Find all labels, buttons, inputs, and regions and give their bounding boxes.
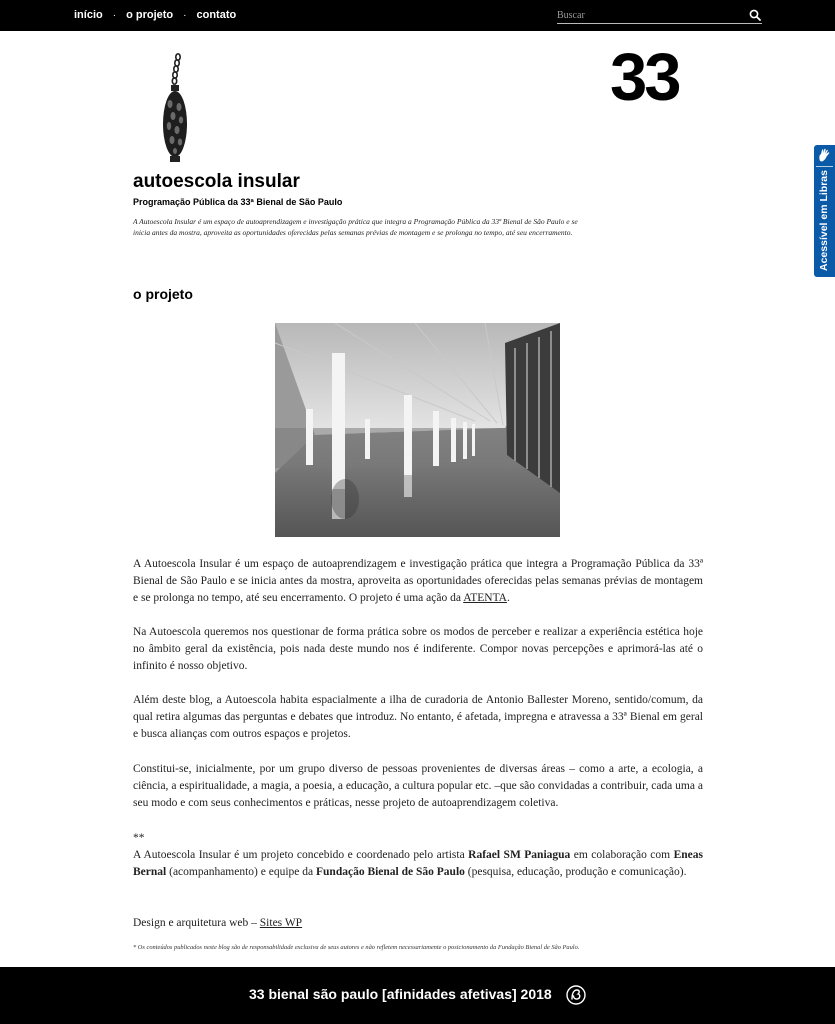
site-description: A Autoescola Insular é um espaço de autoaprendizagem e investigação prática que integra a Programação Pública da 33ª Bienal de São Paulo e se inicia antes da mostra, aproveita as oportunidades oferecidas pelas semanas prévias de montagem e se prolonga no tempo, até seu encerramento. — [133, 217, 578, 237]
page-title: o projeto — [133, 286, 193, 302]
top-bar — [0, 0, 835, 31]
atenta-link[interactable]: ATENTA — [463, 591, 507, 604]
credit-fundacao: Fundação Bienal de São Paulo — [316, 865, 465, 878]
credits-text: (acompanhamento) e equipe da — [166, 865, 316, 878]
edition-number: 33 — [610, 40, 679, 115]
paragraph-blog: Além deste blog, a Autoescola habita espacialmente a ilha de curadoria de Antonio Ballester Moreno, sentido/comum, da qual retira algumas das perguntas e debates que introduz. No entanto, é afetada, impregna e atravessa a 33ª Bienal em geral e busca alianças com outros espaços e projetos. — [133, 694, 703, 740]
sign-language-hand-icon — [817, 148, 832, 163]
search-box — [557, 8, 762, 24]
credit-rafael: Rafael SM Paniagua — [468, 849, 571, 861]
credits-text: (pesquisa, educação, produção e comunicação). — [464, 865, 687, 878]
bienal-logo-icon[interactable] — [566, 985, 586, 1005]
paragraph-group: Constitui-se, inicialmente, por um grupo diverso de pessoas provenientes de diversas áreas – como a arte, a ecologia, a ciência, a espiritualidade, a magia, a poesia, a educação, a cultura popular etc. –que são convidadas a contribuir, cada uma a seu modo e com seus conhecimentos e práticas, nesse projeto de autoaprendizagem coletiva. — [133, 763, 703, 809]
credits-text: A Autoescola Insular é um projeto concebido e coordenado pelo artista — [133, 849, 469, 861]
nav-item-inicio[interactable]: início — [74, 9, 103, 21]
pavilion-photo — [275, 323, 560, 537]
paragraph-credits — [133, 847, 703, 881]
paragraph-intro-text: A Autoescola Insular é um espaço de autoaprendizagem e investigação prática que integra a Programação Pública da 33ª Bienal de São Paulo e se inicia antes da mostra, aproveita as oportunidades oferecidas pelas semanas prévias de montagem e se prolonga no tempo, até seu encerramento. O projeto é uma ação da — [133, 558, 703, 604]
libras-label: Acessível em Libras — [818, 170, 830, 271]
paragraph-intro — [133, 556, 703, 606]
nav-item-contato[interactable]: contato — [196, 9, 237, 21]
footer — [0, 967, 835, 1024]
main-nav — [74, 9, 236, 21]
separator-stars: ** — [133, 832, 145, 844]
search-input[interactable] — [557, 8, 737, 22]
hanging-lantern-image — [157, 52, 193, 164]
credit-eneas: Eneas Bernal — [133, 849, 703, 878]
nav-separator: · — [112, 9, 117, 21]
nav-separator: · — [183, 9, 187, 21]
disclaimer-footnote: * Os conteúdos publicados neste blog são de responsabilidade exclusiva de seus autores e não refletem necessariamente o posicionamento da Fundação Bienal de São Paulo. — [133, 944, 580, 951]
nav-item-o-projeto[interactable]: o projeto — [126, 9, 174, 21]
paragraph-intro-end: . — [506, 591, 510, 604]
design-text: Design e arquitetura web – — [133, 917, 260, 929]
paragraph-objective: Na Autoescola queremos nos questionar de forma prática sobre os modos de perceber e realizar a experiência estética hoje no âmbito geral da existência, pois nada deste mundo nos é indiferente. Compor novas percepções e aprimorá-las até o infinito é nosso objetivo. — [133, 626, 703, 672]
sites-wp-link[interactable]: Sites WP — [259, 917, 303, 929]
footer-text: 33 bienal são paulo [afinidades afetivas] 2018 — [249, 986, 552, 1002]
credits-text: em colaboração com — [570, 849, 674, 861]
site-title[interactable]: autoescola insular — [133, 171, 300, 192]
site-subtitle: Programação Pública da 33ª Bienal de São Paulo — [133, 197, 343, 207]
paragraph-design — [133, 915, 703, 932]
search-icon[interactable] — [749, 9, 761, 21]
libras-accessibility-tab[interactable] — [814, 145, 835, 277]
